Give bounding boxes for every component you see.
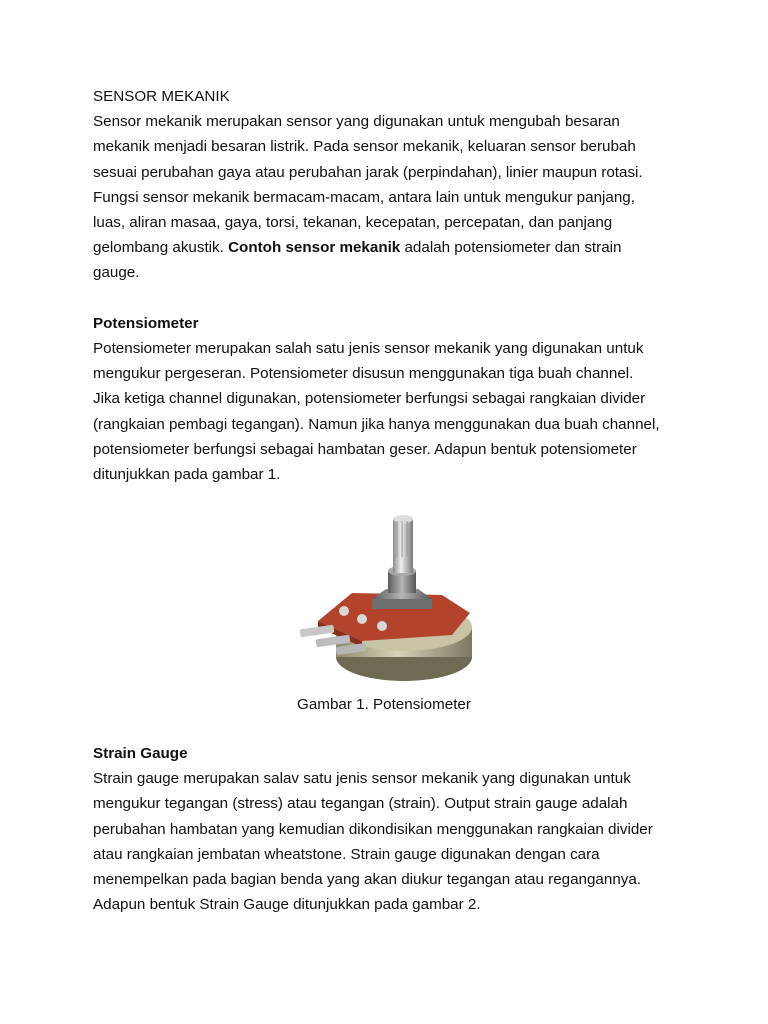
paragraph-line: mengukur tegangan (stress) atau tegangan (strain). Output strain gauge adalah: [93, 795, 628, 813]
potentiometer-image: [292, 509, 476, 687]
paragraph-line: Sensor mekanik merupakan sensor yang digunakan untuk mengubah besaran: [93, 113, 620, 131]
section-heading-strain-gauge: Strain Gauge: [93, 745, 188, 762]
paragraph-line: sesuai perubahan gaya atau perubahan jarak (perpindahan), linier maupun rotasi.: [93, 163, 643, 181]
paragraph-line: Potensiometer merupakan salah satu jenis sensor mekanik yang digunakan untuk: [93, 340, 644, 358]
paragraph-line: luas, aliran masaa, gaya, torsi, tekanan, kecepatan, percepatan, dan panjang: [93, 214, 613, 232]
spacer: [93, 286, 693, 311]
paragraph-line-mixed: [93, 235, 693, 260]
paragraph-line: ditunjukkan pada gambar 1.: [93, 466, 281, 484]
paragraph-line: mekanik menjadi besaran listrik. Pada sensor mekanik, keluaran sensor berubah: [93, 138, 636, 156]
bold-phrase: Contoh sensor mekanik: [228, 239, 401, 257]
text-span: adalah potensiometer dan strain: [400, 239, 622, 257]
figure-caption: Gambar 1. Potensiometer: [297, 696, 471, 713]
paragraph-line: Adapun bentuk Strain Gauge ditunjukkan pada gambar 2.: [93, 896, 481, 914]
paragraph-line: menempelkan pada bagian benda yang akan diukur tegangan atau regangannya.: [93, 871, 642, 889]
paragraph-line: atau rangkaian jembatan wheatstone. Strain gauge digunakan dengan cara: [93, 845, 600, 863]
paragraph-line: mengukur pergeseran. Potensiometer disusun menggunakan tiga buah channel.: [93, 365, 634, 383]
paragraph-line: Fungsi sensor mekanik bermacam-macam, antara lain untuk mengukur panjang,: [93, 188, 635, 206]
paragraph-line: Jika ketiga channel digunakan, potensiometer berfungsi sebagai rangkaian divider: [93, 390, 646, 408]
paragraph-line: potensiometer berfungsi sebagai hambatan geser. Adapun bentuk potensiometer: [93, 440, 637, 458]
paragraph-line: Strain gauge merupakan salav satu jenis sensor mekanik yang digunakan untuk: [93, 770, 631, 788]
section-heading-potensiometer: Potensiometer: [93, 314, 199, 332]
strain-gauge-section: [93, 741, 693, 917]
document-body: [93, 84, 693, 487]
text-span: gelombang akustik.: [93, 239, 229, 257]
paragraph-line: gauge.: [93, 264, 140, 282]
paragraph-line: (rangkaian pembagi tegangan). Namun jika hanya menggunakan dua buah channel,: [93, 415, 660, 433]
section-title-sensor-mekanik: SENSOR MEKANIK: [93, 88, 230, 105]
paragraph-line: perubahan hambatan yang kemudian dikondisikan menggunakan rangkaian divider: [93, 820, 653, 838]
